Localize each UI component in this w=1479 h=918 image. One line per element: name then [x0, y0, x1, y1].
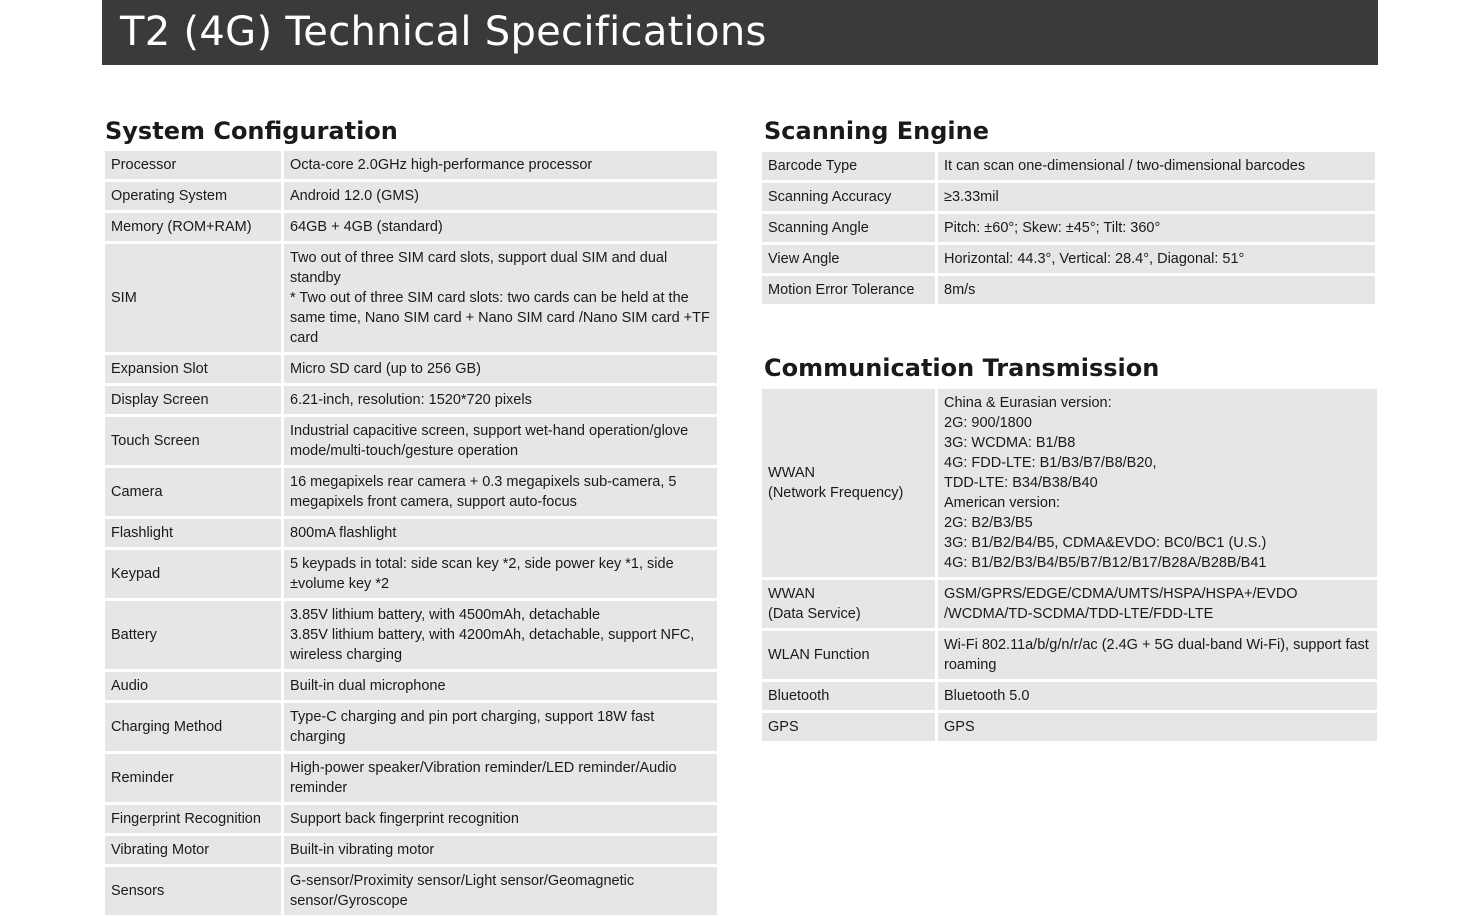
spec-label: SIM	[105, 244, 284, 352]
spec-value-line: 3G: WCDMA: B1/B8	[944, 435, 1076, 451]
spec-value-line: GPS	[944, 719, 975, 735]
spec-row	[105, 244, 717, 352]
spec-value	[284, 355, 717, 383]
spec-label: View Angle	[762, 245, 938, 273]
spec-value-line: Android 12.0 (GMS)	[290, 188, 419, 204]
spec-row	[105, 182, 717, 210]
spec-value	[938, 245, 1375, 273]
spec-row	[105, 601, 717, 669]
spec-row	[762, 682, 1377, 710]
spec-value	[284, 417, 717, 465]
spec-value	[284, 805, 717, 833]
spec-row	[762, 152, 1375, 180]
spec-value-line: High-power speaker/Vibration reminder/LED reminder/Audio reminder	[290, 760, 677, 796]
spec-value-line: 5 keypads in total: side scan key *2, side power key *1, side ±volume key *2	[290, 556, 674, 592]
spec-label: Fingerprint Recognition	[105, 805, 284, 833]
spec-value-line: Two out of three SIM card slots, support dual SIM and dual standby	[290, 250, 668, 286]
spec-label: Vibrating Motor	[105, 836, 284, 864]
section-title-system-configuration: System Configuration	[105, 117, 398, 145]
spec-value-line: 16 megapixels rear camera + 0.3 megapixels sub-camera, 5 megapixels front camera, support auto-focus	[290, 474, 677, 510]
spec-value	[938, 183, 1375, 211]
spec-label: WLAN Function	[762, 631, 938, 679]
spec-label: Display Screen	[105, 386, 284, 414]
spec-value	[938, 152, 1375, 180]
spec-value	[938, 713, 1377, 741]
spec-value-line: Micro SD card (up to 256 GB)	[290, 361, 481, 377]
spec-value-line: ≥3.33mil	[944, 189, 999, 205]
spec-value	[284, 386, 717, 414]
spec-label: Audio	[105, 672, 284, 700]
title-banner	[102, 0, 1378, 65]
spec-value	[938, 214, 1375, 242]
spec-label: Operating System	[105, 182, 284, 210]
spec-value	[284, 867, 717, 915]
spec-value	[284, 151, 717, 179]
spec-label: Camera	[105, 468, 284, 516]
spec-value-line: * Two out of three SIM card slots: two cards can be held at the same time, Nano SIM card + Nano SIM card /Nano SIM card +TF card	[290, 290, 710, 346]
spec-label: Scanning Angle	[762, 214, 938, 242]
spec-row	[105, 703, 717, 751]
spec-value	[284, 244, 717, 352]
spec-value	[938, 276, 1375, 304]
spec-label: Scanning Accuracy	[762, 183, 938, 211]
spec-row	[105, 519, 717, 547]
spec-value-line: 8m/s	[944, 282, 976, 298]
spec-value-line: GSM/GPRS/EDGE/CDMA/UMTS/HSPA/HSPA+/EVDO	[944, 586, 1298, 602]
spec-value-line: Pitch: ±60°; Skew: ±45°; Tilt: 360°	[944, 220, 1161, 236]
spec-label: WWAN (Network Frequency)	[762, 389, 938, 577]
spec-value	[284, 182, 717, 210]
section-title-communication-transmission: Communication Transmission	[764, 354, 1160, 382]
page-title: T2 (4G) Technical Specifications	[120, 9, 767, 55]
spec-value	[284, 550, 717, 598]
spec-row	[762, 214, 1375, 242]
spec-row	[105, 754, 717, 802]
spec-value	[284, 213, 717, 241]
spec-row	[105, 550, 717, 598]
spec-value-line: 3.85V lithium battery, with 4500mAh, detachable	[290, 607, 601, 623]
spec-value-line: 4G: B1/B2/B3/B4/B5/B7/B12/B17/B28A/B28B/B41	[944, 555, 1267, 571]
spec-value	[284, 754, 717, 802]
spec-label: GPS	[762, 713, 938, 741]
spec-value-line: 2G: 900/1800	[944, 415, 1032, 431]
spec-value-line: TDD-LTE: B34/B38/B40	[944, 475, 1098, 491]
spec-label: Motion Error Tolerance	[762, 276, 938, 304]
spec-label: Battery	[105, 601, 284, 669]
spec-label: Memory (ROM+RAM)	[105, 213, 284, 241]
spec-label: Touch Screen	[105, 417, 284, 465]
spec-value-line: Built-in vibrating motor	[290, 842, 435, 858]
spec-row	[105, 468, 717, 516]
spec-label: Expansion Slot	[105, 355, 284, 383]
spec-value	[938, 682, 1377, 710]
spec-label: Barcode Type	[762, 152, 938, 180]
spec-value-line: 6.21-inch, resolution: 1520*720 pixels	[290, 392, 532, 408]
spec-row	[762, 631, 1377, 679]
spec-value-line: 3.85V lithium battery, with 4200mAh, detachable, support NFC, wireless charging	[290, 627, 695, 663]
spec-row	[105, 417, 717, 465]
scanning-engine-table	[762, 149, 1375, 307]
spec-value-line: Bluetooth 5.0	[944, 688, 1030, 704]
spec-value-line: China & Eurasian version:	[944, 395, 1112, 411]
spec-row	[105, 386, 717, 414]
spec-value	[938, 580, 1377, 628]
spec-row	[105, 836, 717, 864]
section-title-scanning-engine: Scanning Engine	[764, 117, 989, 145]
spec-label: Sensors	[105, 867, 284, 915]
spec-row	[105, 355, 717, 383]
spec-row	[105, 805, 717, 833]
spec-value	[284, 519, 717, 547]
spec-row	[762, 245, 1375, 273]
spec-value-line: Built-in dual microphone	[290, 678, 446, 694]
spec-label: Processor	[105, 151, 284, 179]
spec-value-line: 2G: B2/B3/B5	[944, 515, 1033, 531]
spec-value-line: Horizontal: 44.3°, Vertical: 28.4°, Diagonal: 51°	[944, 251, 1245, 267]
spec-row	[105, 213, 717, 241]
spec-value	[284, 601, 717, 669]
spec-row	[105, 151, 717, 179]
spec-value-line: G-sensor/Proximity sensor/Light sensor/Geomagnetic sensor/Gyroscope	[290, 873, 635, 909]
spec-row	[762, 389, 1377, 577]
spec-label: WWAN (Data Service)	[762, 580, 938, 628]
spec-value	[284, 703, 717, 751]
spec-label: Reminder	[105, 754, 284, 802]
spec-value-line: 64GB + 4GB (standard)	[290, 219, 443, 235]
spec-label: Keypad	[105, 550, 284, 598]
spec-value-line: Octa-core 2.0GHz high-performance processor	[290, 157, 593, 173]
system-configuration-table	[105, 148, 717, 918]
spec-row	[762, 713, 1377, 741]
spec-value-line: Type-C charging and pin port charging, support 18W fast charging	[290, 709, 655, 745]
spec-value	[284, 468, 717, 516]
spec-value-line: American version:	[944, 495, 1061, 511]
spec-value-line: It can scan one-dimensional / two-dimensional barcodes	[944, 158, 1306, 174]
spec-value-line: /WCDMA/TD-SCDMA/TDD-LTE/FDD-LTE	[944, 606, 1214, 622]
spec-label: Charging Method	[105, 703, 284, 751]
communication-transmission-table	[762, 386, 1377, 744]
spec-value-line: Support back fingerprint recognition	[290, 811, 519, 827]
spec-label: Bluetooth	[762, 682, 938, 710]
spec-value	[284, 836, 717, 864]
spec-value	[284, 672, 717, 700]
spec-row	[762, 580, 1377, 628]
spec-label: Flashlight	[105, 519, 284, 547]
spec-row	[762, 183, 1375, 211]
spec-value-line: 4G: FDD-LTE: B1/B3/B7/B8/B20,	[944, 455, 1157, 471]
spec-row	[105, 672, 717, 700]
spec-row	[762, 276, 1375, 304]
spec-value	[938, 631, 1377, 679]
spec-value-line: Wi-Fi 802.11a/b/g/n/r/ac (2.4G + 5G dual-band Wi-Fi), support fast roaming	[944, 637, 1369, 673]
spec-value-line: 800mA flashlight	[290, 525, 397, 541]
spec-value-line: 3G: B1/B2/B4/B5, CDMA&EVDO: BC0/BC1 (U.S.)	[944, 535, 1267, 551]
spec-value-line: Industrial capacitive screen, support wet-hand operation/glove mode/multi-touch/gesture operation	[290, 423, 689, 459]
spec-row	[105, 867, 717, 915]
spec-value	[938, 389, 1377, 577]
